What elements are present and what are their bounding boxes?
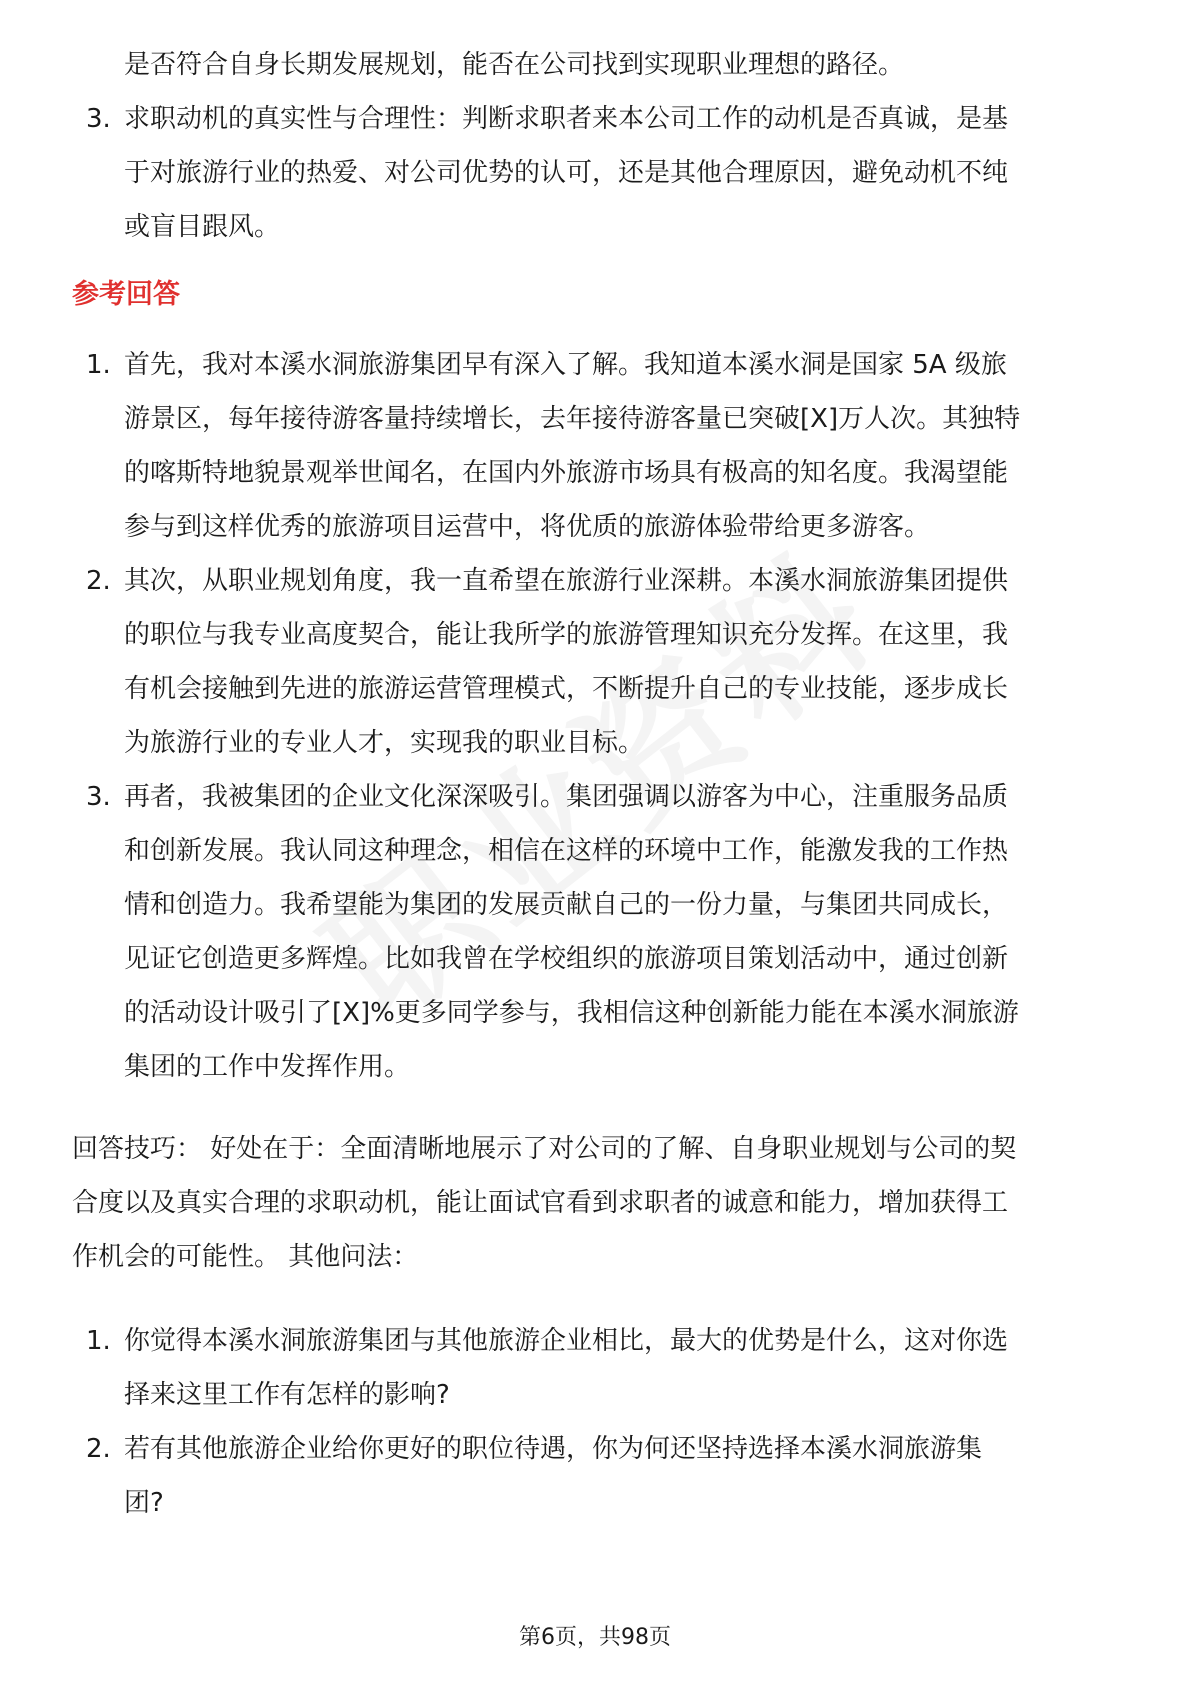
text-line: 团? (124, 1488, 164, 1518)
intro-tail-text: 是否符合自身长期发展规划，能否在公司找到实现职业理想的路径。 (124, 50, 905, 80)
text-line: 有机会接触到先进的旅游运营管理模式，不断提升自己的专业技能，逐步成长 (124, 674, 1009, 704)
text-line: 集团的工作中发挥作用。 (124, 1052, 411, 1082)
text-line: 首先，我对本溪水洞旅游集团早有深入了解。我知道本溪水洞是国家 5A 级旅 (124, 350, 1007, 380)
list-number: 2. (86, 1434, 111, 1464)
text-line: 的职位与我专业高度契合，能让我所学的旅游管理知识充分发挥。在这里，我 (124, 620, 1009, 650)
text-line: 为旅游行业的专业人才，实现我的职业目标。 (124, 728, 645, 758)
text-line: 或盲目跟风。 (124, 212, 281, 242)
text-line: 你觉得本溪水洞旅游集团与其他旅游企业相比，最大的优势是什么，这对你选 (124, 1326, 1009, 1356)
text-line: 见证它创造更多辉煌。比如我曾在学校组织的旅游项目策划活动中，通过创新 (124, 944, 1009, 974)
answer-item-2 (72, 554, 1120, 770)
list-number: 3. (86, 104, 111, 134)
answer-tips (72, 1122, 1120, 1284)
text-line: 作机会的可能性。 其他问法： (72, 1242, 419, 1272)
list-number: 3. (86, 782, 111, 812)
text-line: 其次，从职业规划角度，我一直希望在旅游行业深耕。本溪水洞旅游集团提供 (124, 566, 1009, 596)
other-question-1 (72, 1314, 1120, 1422)
text-line: 于对旅游行业的热爱、对公司优势的认可，还是其他合理原因，避免动机不纯 (124, 158, 1009, 188)
text-line: 和创新发展。我认同这种理念，相信在这样的环境中工作，能激发我的工作热 (124, 836, 1009, 866)
text-line: 参与到这样优秀的旅游项目运营中，将优质的旅游体验带给更多游客。 (124, 512, 931, 542)
text-line: 的活动设计吸引了[X]%更多同学参与，我相信这种创新能力能在本溪水洞旅游 (124, 998, 1019, 1028)
text-line: 择来这里工作有怎样的影响? (124, 1380, 450, 1410)
answer-item-1 (72, 338, 1120, 554)
text-line: 回答技巧： 好处在于：全面清晰地展示了对公司的了解、自身职业规划与公司的契 (72, 1134, 1017, 1164)
other-question-2 (72, 1422, 1120, 1530)
text-line: 的喀斯特地貌景观举世闻名，在国内外旅游市场具有极高的知名度。我渴望能 (124, 458, 1009, 488)
reference-answer-heading: 参考回答 (72, 279, 180, 310)
list-number: 1. (86, 1326, 111, 1356)
document-body (72, 38, 1120, 1530)
answer-list (72, 338, 1120, 1094)
answer-item-3 (72, 770, 1120, 1094)
list-number: 1. (86, 350, 111, 380)
list-number: 2. (86, 566, 111, 596)
text-line: 若有其他旅游企业给你更好的职位待遇，你为何还坚持选择本溪水洞旅游集 (124, 1434, 983, 1464)
text-line: 情和创造力。我希望能为集团的发展贡献自己的一份力量，与集团共同成长， (124, 890, 1009, 920)
text-line: 合度以及真实合理的求职动机，能让面试官看到求职者的诚意和能力，增加获得工 (72, 1188, 1009, 1218)
criteria-item-3 (72, 92, 1120, 254)
text-line: 求职动机的真实性与合理性：判断求职者来本公司工作的动机是否真诚，是基 (124, 104, 1009, 134)
page-number-footer: 第6页，共98页 (519, 1625, 671, 1650)
text-line: 游景区，每年接待游客量持续增长，去年接待游客量已突破[X]万人次。其独特 (124, 404, 1021, 434)
text-line: 再者，我被集团的企业文化深深吸引。集团强调以游客为中心，注重服务品质 (124, 782, 1009, 812)
other-questions-list (72, 1314, 1120, 1530)
